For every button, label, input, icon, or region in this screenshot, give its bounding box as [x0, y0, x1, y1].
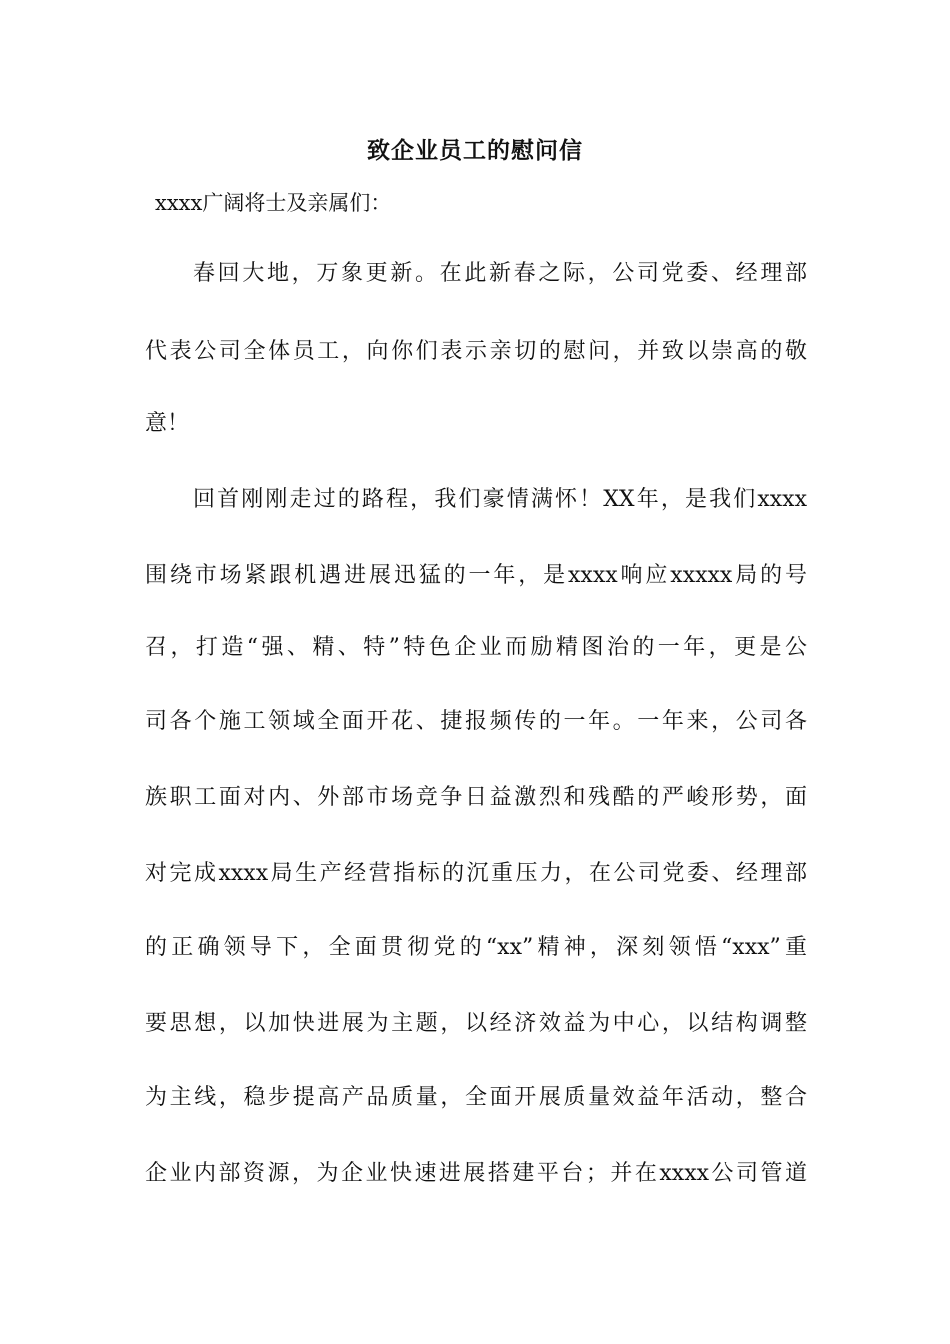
paragraph-line: 为主线，稳步提高产品质量，全面开展质量效益年活动，整合: [145, 1085, 807, 1110]
paragraph-line: 召，打造“强、精、特”特色企业而励精图治的一年，更是公: [145, 635, 807, 660]
paragraph-line: 意！: [145, 411, 190, 436]
paragraph-line: 代表公司全体员工，向你们表示亲切的慰问，并致以崇高的敬: [145, 339, 807, 364]
salutation: xxxx广阔将士及亲属们：: [155, 191, 392, 215]
paragraph-line: 要思想，以加快进展为主题，以经济效益为中心，以结构调整: [145, 1011, 807, 1036]
paragraph-line: 的正确领导下，全面贯彻党的“xx”精神，深刻领悟“xxx”重: [145, 935, 807, 960]
document-title: 致企业员工的慰问信: [367, 137, 583, 164]
paragraph-line: 围绕市场紧跟机遇进展迅猛的一年，是xxxx响应xxxxx局的号: [145, 563, 807, 588]
paragraph-line: 回首刚刚走过的路程，我们豪情满怀！XX年，是我们xxxx: [193, 487, 807, 512]
paragraph-line: 对完成xxxx局生产经营指标的沉重压力，在公司党委、经理部: [145, 861, 807, 886]
paragraph-line: 司各个施工领域全面开花、捷报频传的一年。一年来，公司各: [145, 709, 807, 734]
paragraph-line: 企业内部资源，为企业快速进展搭建平台；并在xxxx公司管道: [145, 1161, 807, 1186]
paragraph-line: 族职工面对内、外部市场竞争日益激烈和残酷的严峻形势，面: [145, 785, 807, 810]
paragraph-line: 春回大地，万象更新。在此新春之际，公司党委、经理部: [193, 261, 807, 286]
